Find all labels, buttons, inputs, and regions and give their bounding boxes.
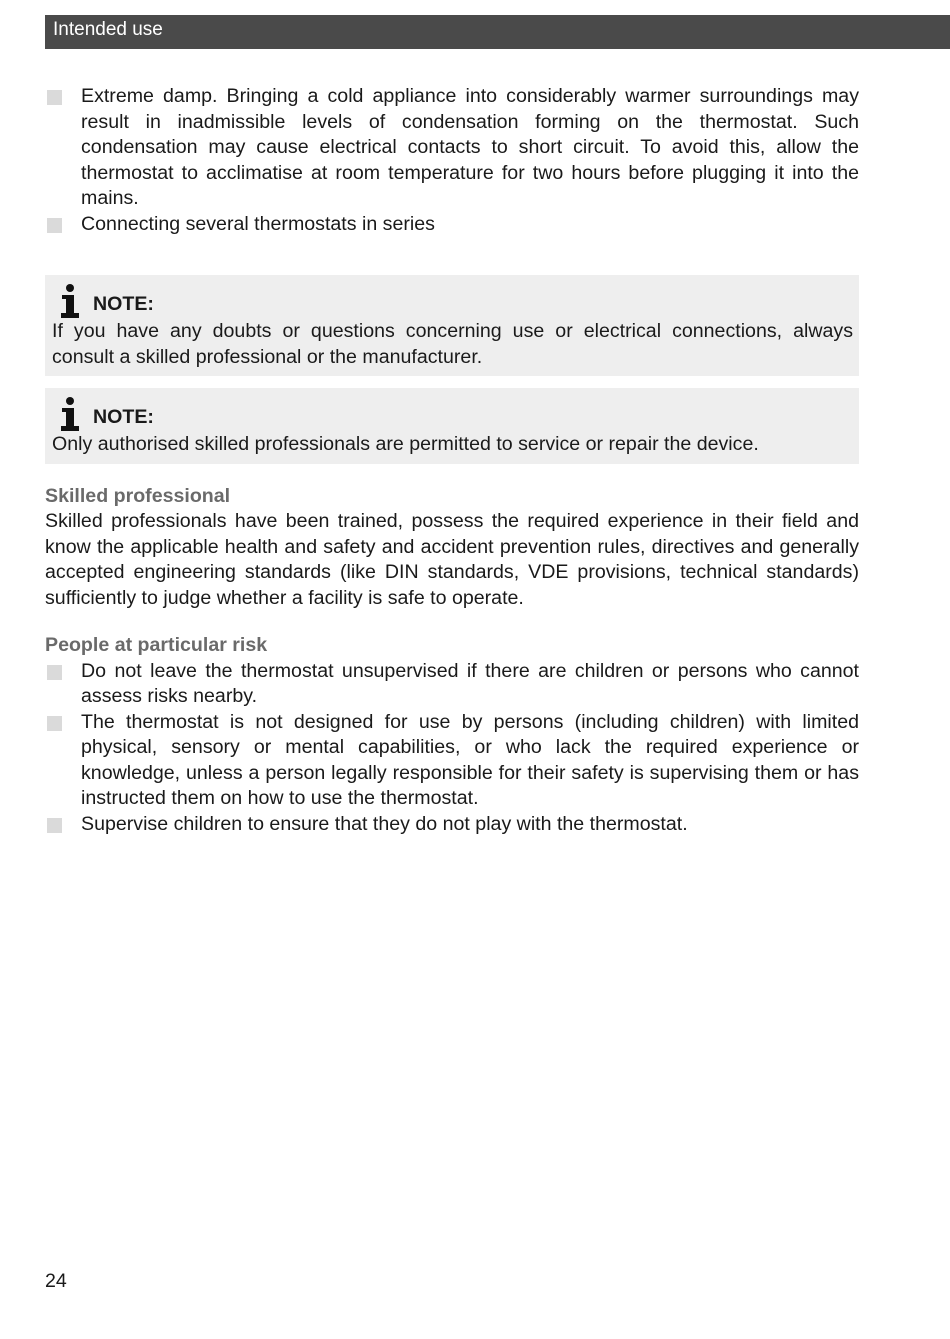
- bullet-square-icon: [47, 90, 62, 105]
- list-item-text: Supervise children to ensure that they do not play with the thermostat.: [81, 812, 688, 835]
- note-title: NOTE:: [93, 406, 154, 428]
- list-item-text: The thermostat is not designed for use by persons (including children) with limited physical, sensory or mental capabilities, or who lack the required experience or knowledge, unless a person legally responsible for their safety is supervising them or has instructed them on how to use the thermostat.: [81, 710, 859, 809]
- list-item: [45, 812, 859, 838]
- info-icon: [55, 283, 85, 319]
- note-text: If you have any doubts or questions concerning use or electrical connections, always consult a skilled professional or the manufacturer.: [52, 320, 853, 368]
- note-header: [52, 392, 853, 432]
- info-icon: [55, 396, 85, 432]
- list-item: [45, 84, 859, 212]
- skilled-professional-section: [45, 484, 859, 612]
- people-at-risk-section: [45, 633, 859, 837]
- list-item-text: Do not leave the thermostat unsupervised if there are children or persons who cannot assess risks nearby.: [81, 659, 859, 707]
- bullet-square-icon: [47, 716, 62, 731]
- list-item: [45, 212, 859, 238]
- bullet-square-icon: [47, 665, 62, 680]
- note-header: [52, 279, 853, 319]
- note-title: NOTE:: [93, 293, 154, 315]
- warning-list: [45, 84, 859, 237]
- list-item-text: Extreme damp. Bringing a cold appliance into considerably warmer surroundings may result in inadmissible levels of condensation forming on the thermostat. Such condensation may cause electrical contacts to short circuit. To avoid this, allow the thermostat to acclimatise at room temperature for two hours before plugging it into the mains.: [81, 85, 859, 209]
- bullet-square-icon: [47, 818, 62, 833]
- page-content: [45, 84, 859, 837]
- note-text: Only authorised skilled professionals are permitted to service or repair the device.: [52, 433, 759, 455]
- risk-list: [45, 659, 859, 838]
- paragraph: Skilled professionals have been trained, possess the required experience in their field and know the applicable health and safety and accident prevention rules, directives and generally accepted engineering standards (like DIN standards, VDE provisions, technical standards) sufficiently to judge whether a facility is safe to operate.: [45, 510, 859, 609]
- section-title: Intended use: [53, 19, 163, 40]
- section-header-bar: [45, 15, 950, 49]
- bullet-square-icon: [47, 218, 62, 233]
- list-item: [45, 710, 859, 812]
- note-box: [45, 388, 859, 464]
- note-box: [45, 275, 859, 376]
- list-item-text: Connecting several thermostats in series: [81, 212, 435, 235]
- page-number: 24: [45, 1270, 67, 1292]
- list-item: [45, 659, 859, 710]
- section-heading: People at particular risk: [45, 634, 268, 656]
- section-heading: Skilled professional: [45, 484, 231, 507]
